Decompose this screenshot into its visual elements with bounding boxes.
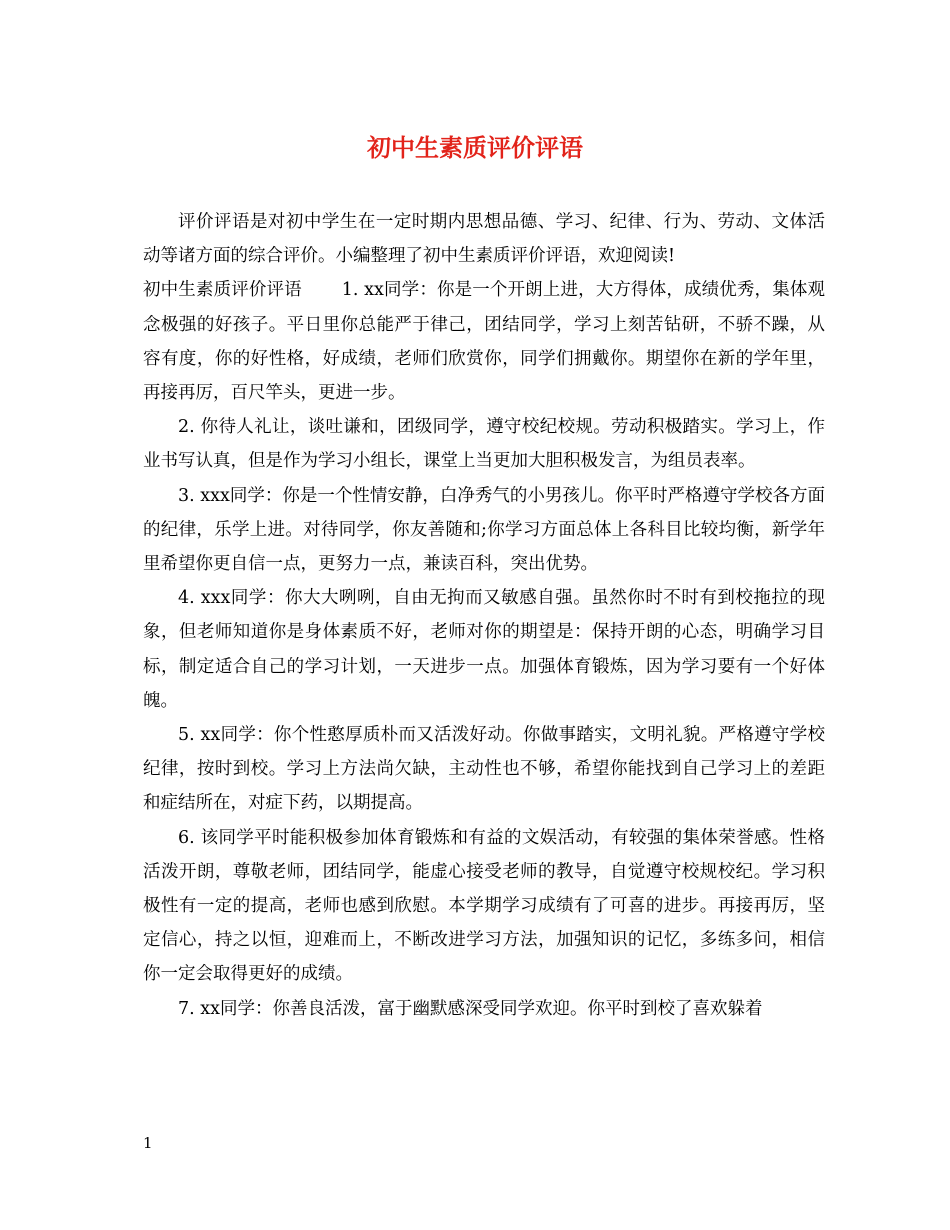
comment-paragraph-1 [143, 273, 825, 410]
comment-paragraph-3: 3. xxx同学：你是一个性情安静，白净秀气的小男孩儿。你平时严格遵守学校各方面的纪律，乐学上进。对待同学，你友善随和;你学习方面总体上各科目比较均衡，新学年里希望你更自信一点，更努力一点，兼读百科，突出优势。 [143, 485, 825, 575]
comment-text-1: 1. xx同学：你是一个开朗上进，大方得体，成绩优秀，集体观念极强的好孩子。平日里你总能严于律己，团结同学，学习上刻苦钻研，不骄不躁，从容有度，你的好性格，好成绩，老师们欣赏你，同学们拥戴你。期望你在新的学年里，再接再厉，百尺竿头，更进一步。 [143, 280, 825, 404]
comment-paragraph-4: 4. xxx同学：你大大咧咧，自由无拘而又敏感自强。虽然你时不时有到校拖拉的现象，但老师知道你是身体素质不好，老师对你的期望是：保持开朗的心态，明确学习目标，制定适合自己的学习计划，一天进步一点。加强体育锻炼，因为学习要有一个好体魄。 [143, 588, 825, 711]
comment-paragraph-2: 2. 你待人礼让，谈吐谦和，团级同学，遵守校纪校规。劳动积极踏实。学习上，作业书写认真，但是作为学习小组长，课堂上当更加大胆积极发言，为组员表率。 [143, 417, 825, 472]
comment-paragraph-7: 7. xx同学：你善良活泼，富于幽默感深受同学欢迎。你平时到校了喜欢躲着 [178, 998, 763, 1019]
comment-paragraph-5: 5. xx同学：你个性憨厚质朴而又活泼好动。你做事踏实，文明礼貌。严格遵守学校纪律，按时到校。学习上方法尚欠缺，主动性也不够，希望你能找到自己学习上的差距和症结所在，对症下药，以期提高。 [143, 725, 825, 814]
comment-paragraph-6: 6. 该同学平时能积极参加体育锻炼和有益的文娱活动，有较强的集体荣誉感。性格活泼开朗，尊敬老师，团结同学，能虚心接受老师的教导，自觉遵守校规校纪。学习积极性有一定的提高，老师也感到欣慰。本学期学习成绩有了可喜的进步。再接再厉，坚定信心，持之以恒，迎难而上，不断改进学习方法，加强知识的记忆，多练多问，相信你一定会取得更好的成绩。 [143, 827, 825, 985]
document-title: 初中生素质评价评语 [367, 133, 583, 162]
document-body [143, 205, 825, 1026]
page-number: 1 [143, 1134, 153, 1152]
section-heading: 初中生素质评价评语 [143, 280, 302, 301]
intro-paragraph: 评价评语是对初中学生在一定时期内思想品德、学习、纪律、行为、劳动、文体活动等诸方面的综合评价。小编整理了初中生素质评价评语，欢迎阅读! [143, 212, 825, 267]
heading-spacer [302, 280, 342, 300]
